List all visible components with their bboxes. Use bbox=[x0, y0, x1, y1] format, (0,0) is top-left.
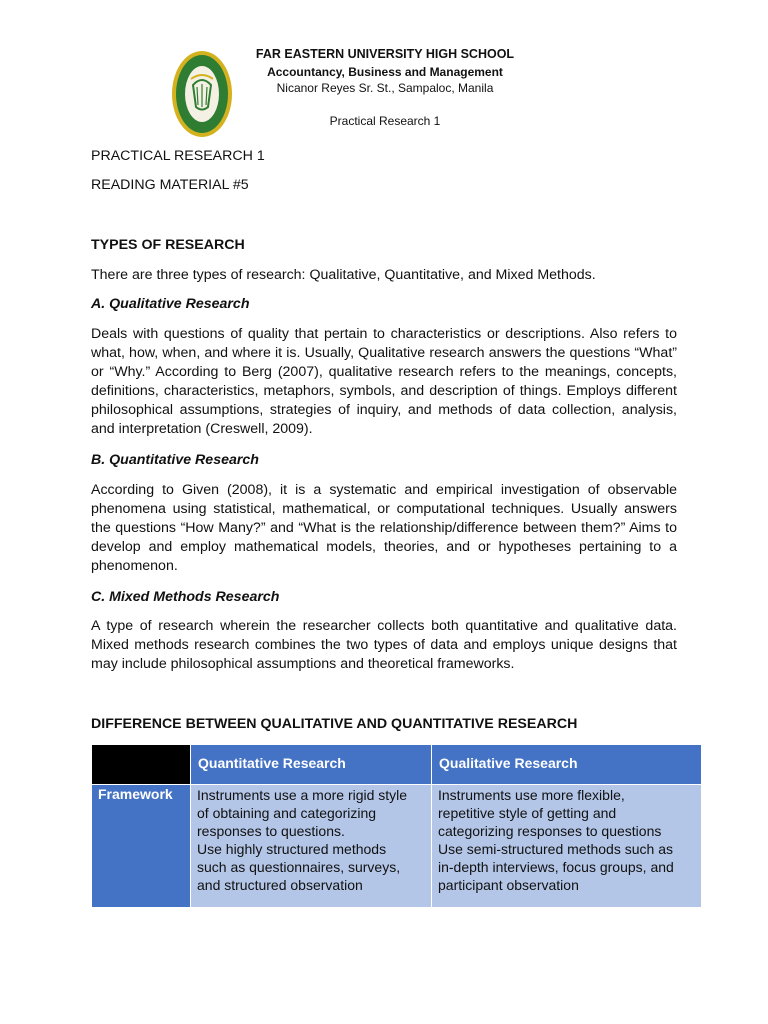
school-seal-icon bbox=[171, 49, 233, 139]
cell-line: in-depth interviews, focus groups, and bbox=[438, 859, 674, 875]
table-corner-cell bbox=[92, 745, 191, 785]
section-heading-types: TYPES OF RESEARCH bbox=[91, 237, 245, 253]
doc-subtitle: READING MATERIAL #5 bbox=[91, 177, 249, 193]
cell-line: repetitive style of getting and bbox=[438, 805, 617, 821]
school-address: Nicanor Reyes Sr. St., Sampaloc, Manila bbox=[276, 81, 494, 95]
column-header-qualitative: Qualitative Research bbox=[432, 745, 702, 785]
cell-line: of obtaining and categorizing bbox=[197, 805, 377, 821]
school-name: FAR EASTERN UNIVERSITY HIGH SCHOOL bbox=[255, 47, 515, 61]
heading-qualitative: A. Qualitative Research bbox=[91, 296, 250, 312]
cell-line: categorizing responses to questions bbox=[438, 823, 662, 839]
cell-line: such as questionnaires, surveys, bbox=[197, 859, 401, 875]
paragraph-quantitative: According to Given (2008), it is a systematic and empirical investigation of observable phenomena using statistical, mathematical, or computational techniques. Usually answers the questions “How Many?” and “What is the relationship/difference between them?” Aims to develop and employ mathematical models, theories, and or hypotheses pertaining to a phenomenon. bbox=[91, 482, 677, 575]
section-heading-difference: DIFFERENCE BETWEEN QUALITATIVE AND QUANTITATIVE RESEARCH bbox=[91, 716, 578, 732]
paragraph-qualitative: Deals with questions of quality that pertain to characteristics or descriptions. Also refers to what, how, when, and where it is. Usually, Qualitative research answers the questions “What” or “Why.” According to Berg (2007), qualitative research refers to the meanings, concepts, definitions, characteristics, metaphors, symbols, and description of things. Employs different philosophical assumptions, strategies of inquiry, and methods of data collection, analysis, and interpretation (Creswell, 2009). bbox=[91, 326, 677, 438]
cell-qualitative-framework bbox=[432, 785, 702, 908]
paragraph-mixed-methods: A type of research wherein the researcher collects both quantitative and qualitative data. Mixed methods research combines the two types of data and employs unique designs that may include philosophical assumptions and theoretical frameworks. bbox=[91, 618, 677, 673]
cell-line: Use semi-structured methods such as bbox=[438, 841, 673, 857]
table-header-row bbox=[92, 745, 702, 785]
cell-line: participant observation bbox=[438, 877, 579, 893]
heading-quantitative: B. Quantitative Research bbox=[91, 452, 259, 468]
cell-line: Instruments use a more rigid style bbox=[197, 787, 408, 803]
cell-line: Instruments use more flexible, bbox=[438, 787, 625, 803]
course-header: Practical Research 1 bbox=[329, 114, 441, 128]
cell-quantitative-framework bbox=[191, 785, 432, 908]
cell-line: responses to questions. bbox=[197, 823, 345, 839]
heading-mixed-methods: C. Mixed Methods Research bbox=[91, 589, 280, 605]
department-name: Accountancy, Business and Management bbox=[267, 65, 503, 79]
doc-title: PRACTICAL RESEARCH 1 bbox=[91, 148, 265, 164]
column-header-quantitative: Quantitative Research bbox=[191, 745, 432, 785]
intro-paragraph: There are three types of research: Qualitative, Quantitative, and Mixed Methods. bbox=[91, 267, 596, 283]
comparison-table bbox=[91, 744, 702, 908]
cell-line: and structured observation bbox=[197, 877, 363, 893]
row-header-framework: Framework bbox=[92, 785, 191, 908]
cell-line: Use highly structured methods bbox=[197, 841, 387, 857]
table-row bbox=[92, 785, 702, 908]
